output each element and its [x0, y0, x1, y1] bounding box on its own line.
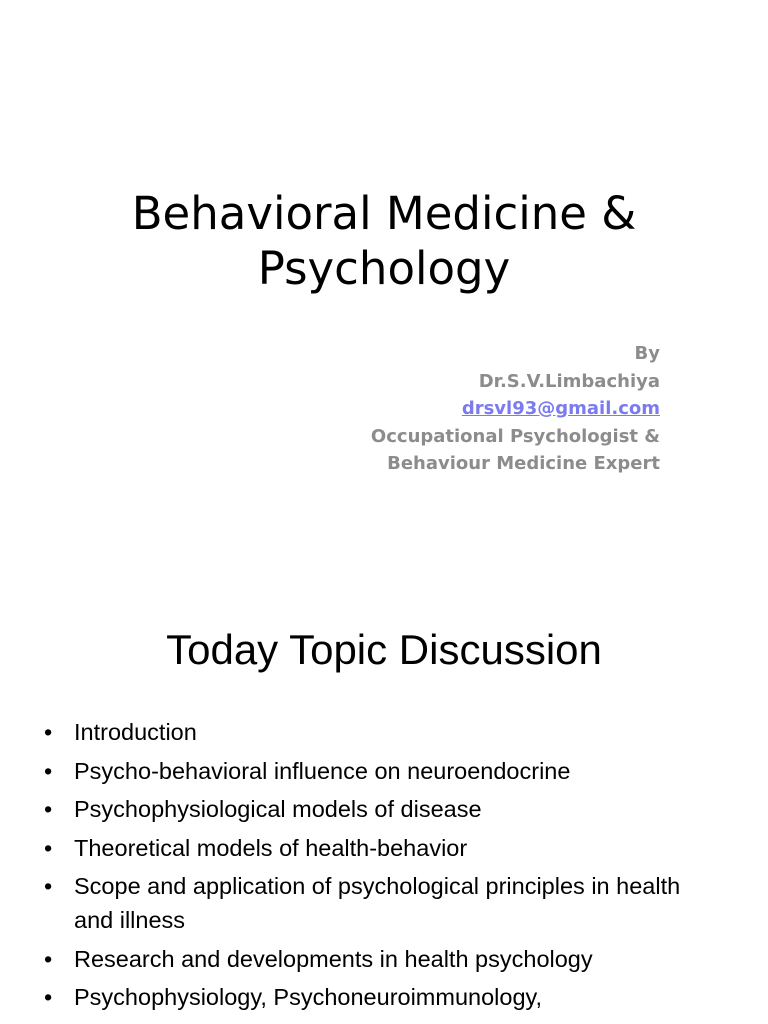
list-item-text: Theoretical models of health-behavior — [74, 834, 468, 861]
bullet-icon: • — [44, 757, 53, 784]
slide-title — [60, 186, 708, 296]
list-item — [44, 715, 684, 749]
by-label: By — [634, 343, 660, 364]
bullet-icon: • — [44, 945, 53, 972]
topics-title: Today Topic Discussion — [166, 626, 602, 673]
topics-list — [44, 715, 684, 1019]
list-item-text: Psychophysiology, Psychoneuroimmunology, — [74, 984, 543, 1010]
slide-title-line-2: Psychology — [257, 242, 511, 295]
bullet-icon: • — [44, 796, 53, 822]
list-item-text: Introduction — [74, 719, 197, 745]
topics-slide — [0, 576, 768, 1024]
bullet-icon: • — [44, 984, 53, 1010]
list-item — [44, 831, 684, 865]
author-name: Dr.S.V.Limbachiya — [478, 370, 660, 392]
list-item-text: Scope and application of psychological principles in health and illness — [74, 873, 681, 933]
bullet-icon: • — [44, 873, 53, 899]
list-item-text: Research and developments in health psychology — [74, 945, 593, 972]
bullet-icon: • — [44, 834, 53, 861]
slide-title-line-1: Behavioral Medicine & — [131, 187, 637, 240]
list-item — [44, 792, 684, 826]
author-block — [371, 340, 660, 478]
list-item-text: Psychophysiological models of disease — [74, 796, 482, 822]
list-item — [44, 980, 684, 1014]
author-role-line-2: Behaviour Medicine Expert — [387, 453, 660, 474]
list-item-text: Psycho-behavioral influence on neuroendocrine — [74, 757, 571, 784]
list-item — [44, 754, 684, 788]
list-item — [44, 869, 684, 937]
bullet-icon: • — [44, 719, 53, 745]
author-role-line-1: Occupational Psychologist & — [370, 425, 660, 447]
list-item — [44, 942, 684, 976]
email-link[interactable]: drsvl93@gmail.com — [461, 398, 660, 419]
